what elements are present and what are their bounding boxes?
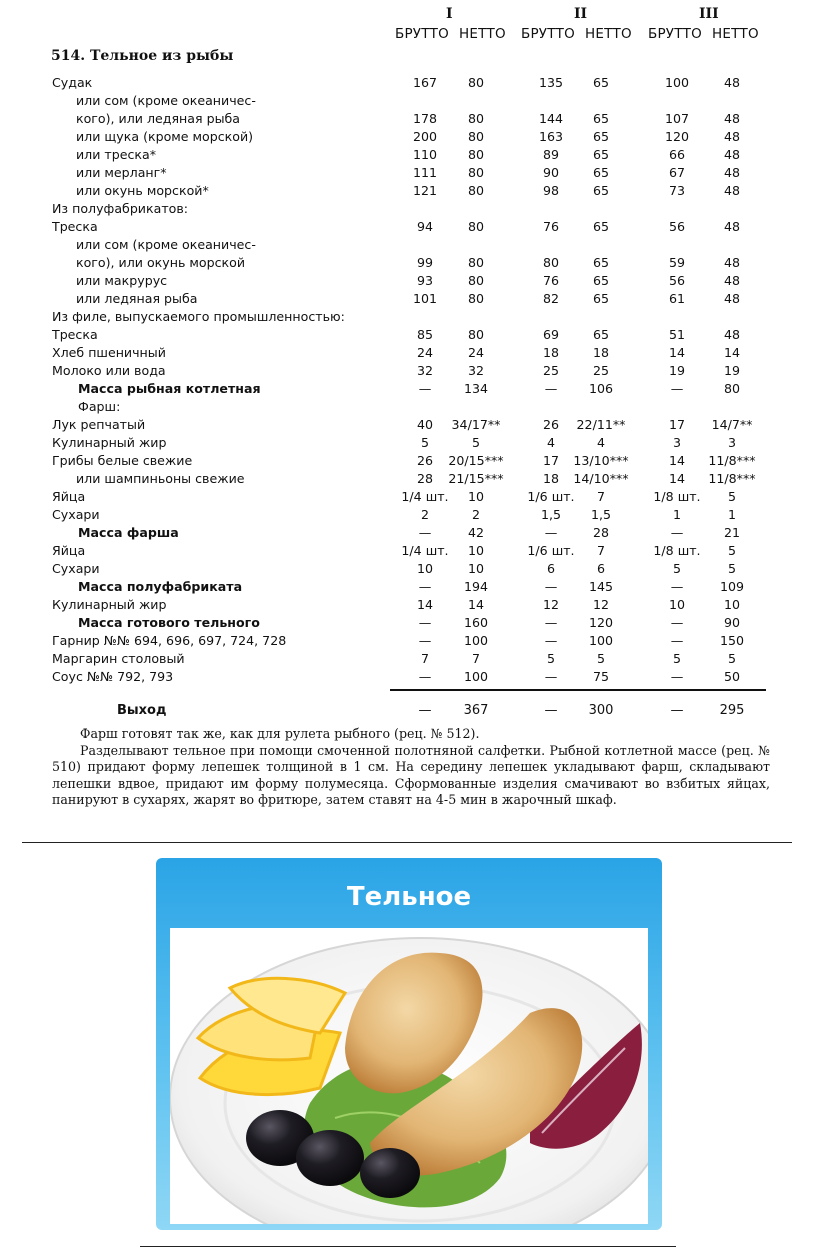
ingredient-value: 80: [467, 129, 485, 144]
table-row: [0, 164, 816, 182]
ingredient-name: или щука (кроме морской): [76, 129, 254, 144]
ingredient-name: или шампиньоны свежие: [76, 471, 245, 486]
ingredient-value: 11/8***: [708, 453, 756, 468]
ingredient-value: —: [670, 525, 684, 540]
ingredient-name: Сухари: [52, 561, 100, 576]
ingredient-value: 76: [542, 219, 560, 234]
ingredient-value: —: [418, 579, 432, 594]
ingredient-value: 14/7**: [711, 417, 753, 432]
ingredient-value: 5: [546, 651, 555, 666]
ingredient-value: —: [544, 525, 558, 540]
ingredient-value: 26: [542, 417, 560, 432]
ingredient-value: 121: [412, 183, 438, 198]
ingredient-name: Соус №№ 792, 793: [52, 669, 174, 684]
ingredient-name: или мерланг*: [76, 165, 167, 180]
ingredient-value: 65: [592, 219, 610, 234]
ingredient-value: 32: [467, 363, 485, 378]
ingredient-value: 19: [668, 363, 686, 378]
ingredient-value: 14: [416, 597, 434, 612]
ingredient-value: 89: [542, 147, 560, 162]
ingredient-name: Грибы белые свежие: [52, 453, 193, 468]
ingredient-value: 14: [467, 597, 485, 612]
table-row: [0, 488, 816, 506]
recipe-notes: [52, 726, 770, 809]
ingredient-value: 94: [416, 219, 434, 234]
ingredient-value: 120: [664, 129, 690, 144]
ingredient-value: —: [544, 381, 558, 396]
olive: [296, 1130, 364, 1186]
ingredient-name: или макрурус: [76, 273, 168, 288]
ingredient-value: 200: [412, 129, 438, 144]
ingredient-value: 111: [412, 165, 438, 180]
ingredient-value: 85: [416, 327, 434, 342]
ingredient-value: 65: [592, 327, 610, 342]
ingredient-value: 7: [420, 651, 429, 666]
ingredient-value: 14: [668, 471, 686, 486]
ingredient-value: 34/17**: [451, 417, 501, 432]
ingredient-value: 48: [723, 273, 741, 288]
ingredient-value: 100: [664, 75, 690, 90]
ingredient-value: 19: [723, 363, 741, 378]
ingredient-name: Кулинарный жир: [52, 597, 167, 612]
ingredient-value: 98: [542, 183, 560, 198]
ingredient-name: Из полуфабрикатов:: [52, 201, 189, 216]
ingredient-value: 194: [463, 579, 489, 594]
ingredient-value: 48: [723, 219, 741, 234]
ingredient-value: 22/11**: [576, 417, 626, 432]
ingredient-name: или сом (кроме океаничес-: [76, 93, 256, 108]
table-row: [0, 506, 816, 524]
ingredient-value: 14: [723, 345, 741, 360]
olive: [360, 1148, 420, 1198]
ingredient-value: —: [418, 669, 432, 684]
table-row: [0, 470, 816, 488]
ingredient-value: 93: [416, 273, 434, 288]
table-row: [0, 182, 816, 200]
gross-header-1: БРУТТО: [395, 26, 449, 42]
ingredient-value: 90: [542, 165, 560, 180]
ingredient-value: —: [670, 579, 684, 594]
ingredient-value: 1/4 шт.: [401, 489, 449, 504]
ingredient-value: —: [544, 579, 558, 594]
ingredient-value: 65: [592, 147, 610, 162]
ingredient-value: —: [544, 669, 558, 684]
ingredient-value: 178: [412, 111, 438, 126]
ingredient-value: 1,5: [590, 507, 612, 522]
ingredient-value: 10: [467, 561, 485, 576]
table-divider: [390, 689, 766, 691]
net-header-1: НЕТТО: [459, 26, 506, 42]
ingredient-value: 20/15***: [448, 453, 504, 468]
ingredient-value: —: [670, 381, 684, 396]
ingredient-name: Треска: [52, 327, 98, 342]
ingredient-value: 80: [723, 381, 741, 396]
ingredient-value: 26: [416, 453, 434, 468]
ingredient-value: 134: [463, 381, 489, 396]
table-row: [0, 452, 816, 470]
ingredient-value: 7: [596, 543, 605, 558]
ingredient-value: 75: [592, 669, 610, 684]
ingredient-value: 6: [546, 561, 555, 576]
ingredient-value: 73: [668, 183, 686, 198]
ingredient-value: 32: [416, 363, 434, 378]
ingredient-value: 7: [596, 489, 605, 504]
ingredient-value: 100: [588, 633, 614, 648]
ingredient-name: или окунь морской*: [76, 183, 209, 198]
ingredient-name: Судак: [52, 75, 93, 90]
ingredient-value: 100: [463, 633, 489, 648]
ingredient-value: 5: [596, 651, 605, 666]
ingredient-value: 5: [672, 561, 681, 576]
ingredient-name: Яйца: [52, 489, 86, 504]
ingredient-value: 65: [592, 255, 610, 270]
ingredient-value: 1: [727, 507, 736, 522]
table-row: [0, 650, 816, 668]
ingredient-value: 5: [727, 543, 736, 558]
ingredient-value: 24: [416, 345, 434, 360]
table-row: [0, 380, 816, 398]
ingredient-value: 2: [420, 507, 429, 522]
ingredient-value: 67: [668, 165, 686, 180]
ingredient-value: 10: [416, 561, 434, 576]
table-row: [0, 128, 816, 146]
ingredient-value: 4: [546, 435, 555, 450]
ingredient-value: 59: [668, 255, 686, 270]
ingredient-value: 50: [723, 669, 741, 684]
ingredient-value: 80: [542, 255, 560, 270]
ingredient-value: 135: [538, 75, 564, 90]
yield-value: —: [670, 703, 684, 718]
ingredient-value: 1/6 шт.: [527, 543, 575, 558]
yield-value: —: [544, 703, 558, 718]
yield-row: [0, 701, 816, 721]
ingredient-value: 14/10***: [573, 471, 629, 486]
ingredient-value: —: [418, 525, 432, 540]
ingredient-value: 56: [668, 273, 686, 288]
ingredient-name: Масса готового тельного: [78, 615, 260, 630]
ingredient-value: 2: [471, 507, 480, 522]
ingredient-value: 109: [719, 579, 745, 594]
table-row: [0, 596, 816, 614]
table-row: [0, 632, 816, 650]
ingredient-value: 69: [542, 327, 560, 342]
ingredient-name: кого), или ледяная рыба: [76, 111, 241, 126]
ingredient-name: Сухари: [52, 507, 100, 522]
ingredient-value: 120: [588, 615, 614, 630]
section-divider: [22, 842, 792, 843]
ingredient-value: 65: [592, 183, 610, 198]
ingredient-value: 48: [723, 111, 741, 126]
ingredient-value: 100: [463, 669, 489, 684]
ingredient-value: 5: [672, 651, 681, 666]
ingredient-value: 5: [727, 651, 736, 666]
ingredient-value: 80: [467, 327, 485, 342]
ingredient-value: 80: [467, 147, 485, 162]
table-row: [0, 272, 816, 290]
yield-value: 295: [719, 703, 745, 718]
ingredient-value: 12: [542, 597, 560, 612]
ingredient-value: 17: [542, 453, 560, 468]
table-row: [0, 524, 816, 542]
table-row: [0, 434, 816, 452]
ingredient-value: —: [544, 615, 558, 630]
ingredient-value: 10: [467, 489, 485, 504]
table-row: [0, 560, 816, 578]
ingredient-value: 65: [592, 273, 610, 288]
group-header-3: III: [699, 6, 719, 22]
ingredient-value: 28: [416, 471, 434, 486]
ingredient-value: 56: [668, 219, 686, 234]
ingredient-name: Масса рыбная котлетная: [78, 381, 261, 396]
ingredient-name: Гарнир №№ 694, 696, 697, 724, 728: [52, 633, 287, 648]
gross-header-3: БРУТТО: [648, 26, 702, 42]
ingredient-name: Яйца: [52, 543, 86, 558]
table-row: [0, 146, 816, 164]
ingredient-value: 4: [596, 435, 605, 450]
ingredient-value: 51: [668, 327, 686, 342]
ingredient-value: 25: [542, 363, 560, 378]
ingredient-value: 10: [723, 597, 741, 612]
group-header-2: II: [574, 6, 588, 22]
note-paragraph: Разделывают тельное при помощи смоченной полотняной салфетки. Рыбной котлетной массе (рец. № 510) придают форму лепешек толщиной в 1 см. На середину лепешек укладывают фарш, складывают лепешки вдвое, придают им форму полумесяца. Сформованные изделия смачивают во взбитых яйцах, панируют в сухарях, жарят во фритюре, затем ставят на 4-5 мин в жарочный шкаф.: [52, 742, 770, 807]
ingredient-value: 1/8 шт.: [653, 543, 701, 558]
ingredient-value: 24: [467, 345, 485, 360]
ingredient-name: Фарш:: [78, 399, 121, 414]
ingredient-value: 110: [412, 147, 438, 162]
yield-label: Выход: [117, 703, 167, 718]
dish-photo: [170, 928, 648, 1224]
ingredient-value: 7: [471, 651, 480, 666]
ingredient-value: 1: [672, 507, 681, 522]
ingredient-value: 61: [668, 291, 686, 306]
ingredient-name: Треска: [52, 219, 98, 234]
yield-value: —: [418, 703, 432, 718]
ingredient-value: 76: [542, 273, 560, 288]
net-header-2: НЕТТО: [585, 26, 632, 42]
ingredient-value: 101: [412, 291, 438, 306]
ingredient-value: 48: [723, 75, 741, 90]
ingredient-value: 3: [727, 435, 736, 450]
table-row: [0, 254, 816, 272]
table-row: [0, 542, 816, 560]
table-row: [0, 200, 816, 218]
table-row: [0, 578, 816, 596]
dish-illustration: [170, 928, 648, 1224]
ingredient-value: 107: [664, 111, 690, 126]
table-row: [0, 218, 816, 236]
ingredient-value: 14: [668, 345, 686, 360]
ingredient-value: 5: [471, 435, 480, 450]
table-row: [0, 416, 816, 434]
ingredient-value: 80: [467, 111, 485, 126]
ingredient-name: Лук репчатый: [52, 417, 146, 432]
ingredient-value: 1,5: [540, 507, 562, 522]
table-row: [0, 668, 816, 686]
ingredient-value: 42: [467, 525, 485, 540]
ingredient-name: Хлеб пшеничный: [52, 345, 166, 360]
ingredient-value: 5: [727, 489, 736, 504]
ingredient-value: 82: [542, 291, 560, 306]
yield-value: 367: [463, 703, 489, 718]
ingredient-name: или сом (кроме океаничес-: [76, 237, 256, 252]
ingredient-value: —: [544, 633, 558, 648]
ingredient-value: 167: [412, 75, 438, 90]
ingredient-value: 11/8***: [708, 471, 756, 486]
ingredient-value: 163: [538, 129, 564, 144]
table-row: [0, 290, 816, 308]
ingredient-value: —: [418, 633, 432, 648]
ingredient-value: 65: [592, 75, 610, 90]
ingredient-value: 21: [723, 525, 741, 540]
ingredient-name: Масса полуфабриката: [78, 579, 243, 594]
ingredient-value: 80: [467, 165, 485, 180]
ingredient-name: Масса фарша: [78, 525, 179, 540]
table-row: [0, 362, 816, 380]
ingredient-value: 48: [723, 147, 741, 162]
ingredient-value: 12: [592, 597, 610, 612]
ingredient-name: Молоко или вода: [52, 363, 166, 378]
ingredient-value: 13/10***: [573, 453, 629, 468]
ingredient-value: 1/6 шт.: [527, 489, 575, 504]
ingredient-value: 80: [467, 291, 485, 306]
ingredient-value: 40: [416, 417, 434, 432]
table-row: [0, 398, 816, 416]
ingredient-name: или ледяная рыба: [76, 291, 198, 306]
ingredient-value: 80: [467, 273, 485, 288]
recipe-title: 514. Тельное из рыбы: [51, 48, 234, 64]
ingredient-value: 18: [542, 471, 560, 486]
table-row: [0, 110, 816, 128]
ingredient-value: —: [418, 381, 432, 396]
ingredient-value: 21/15***: [448, 471, 504, 486]
ingredient-name: или треска*: [76, 147, 157, 162]
card-title: Тельное: [346, 882, 472, 912]
table-row: [0, 326, 816, 344]
dish-card: [156, 858, 662, 1230]
ingredient-value: 48: [723, 129, 741, 144]
table-row: [0, 614, 816, 632]
ingredient-name: Кулинарный жир: [52, 435, 167, 450]
table-row: [0, 344, 816, 362]
ingredient-value: 48: [723, 291, 741, 306]
ingredient-value: 5: [420, 435, 429, 450]
ingredient-value: 25: [592, 363, 610, 378]
ingredient-value: 3: [672, 435, 681, 450]
ingredient-value: 90: [723, 615, 741, 630]
ingredients-table: [0, 74, 816, 686]
ingredient-value: 65: [592, 129, 610, 144]
ingredient-value: 80: [467, 255, 485, 270]
table-row: [0, 92, 816, 110]
ingredient-value: 18: [592, 345, 610, 360]
ingredient-value: 66: [668, 147, 686, 162]
net-header-3: НЕТТО: [712, 26, 759, 42]
ingredient-value: 28: [592, 525, 610, 540]
ingredient-value: 65: [592, 165, 610, 180]
ingredient-value: 48: [723, 165, 741, 180]
ingredient-value: 65: [592, 291, 610, 306]
ingredient-value: 14: [668, 453, 686, 468]
bottom-divider: [140, 1246, 676, 1247]
ingredient-value: 144: [538, 111, 564, 126]
gross-header-2: БРУТТО: [521, 26, 575, 42]
ingredient-value: 10: [668, 597, 686, 612]
ingredient-value: 160: [463, 615, 489, 630]
ingredient-value: 65: [592, 111, 610, 126]
ingredient-name: кого), или окунь морской: [76, 255, 246, 270]
ingredient-value: —: [418, 615, 432, 630]
group-header-1: I: [446, 6, 453, 22]
note-paragraph: Фарш готовят так же, как для рулета рыбного (рец. № 512).: [80, 726, 480, 741]
ingredient-name: Из филе, выпускаемого промышленностью:: [52, 309, 345, 324]
ingredient-value: —: [670, 615, 684, 630]
ingredient-value: 48: [723, 327, 741, 342]
ingredient-value: 48: [723, 255, 741, 270]
ingredient-value: —: [670, 669, 684, 684]
ingredient-value: 80: [467, 219, 485, 234]
ingredient-value: 150: [719, 633, 745, 648]
ingredient-value: 6: [596, 561, 605, 576]
ingredient-value: 10: [467, 543, 485, 558]
ingredient-value: 99: [416, 255, 434, 270]
ingredient-value: 106: [588, 381, 614, 396]
ingredient-value: 48: [723, 183, 741, 198]
ingredient-value: 80: [467, 75, 485, 90]
ingredient-value: 5: [727, 561, 736, 576]
ingredient-value: 1/4 шт.: [401, 543, 449, 558]
table-row: [0, 74, 816, 92]
ingredient-value: 145: [588, 579, 614, 594]
ingredient-value: 1/8 шт.: [653, 489, 701, 504]
ingredient-value: 80: [467, 183, 485, 198]
ingredient-name: Маргарин столовый: [52, 651, 185, 666]
table-row: [0, 308, 816, 326]
ingredient-value: 18: [542, 345, 560, 360]
table-row: [0, 236, 816, 254]
ingredient-value: 17: [668, 417, 686, 432]
yield-value: 300: [588, 703, 614, 718]
ingredient-value: —: [670, 633, 684, 648]
